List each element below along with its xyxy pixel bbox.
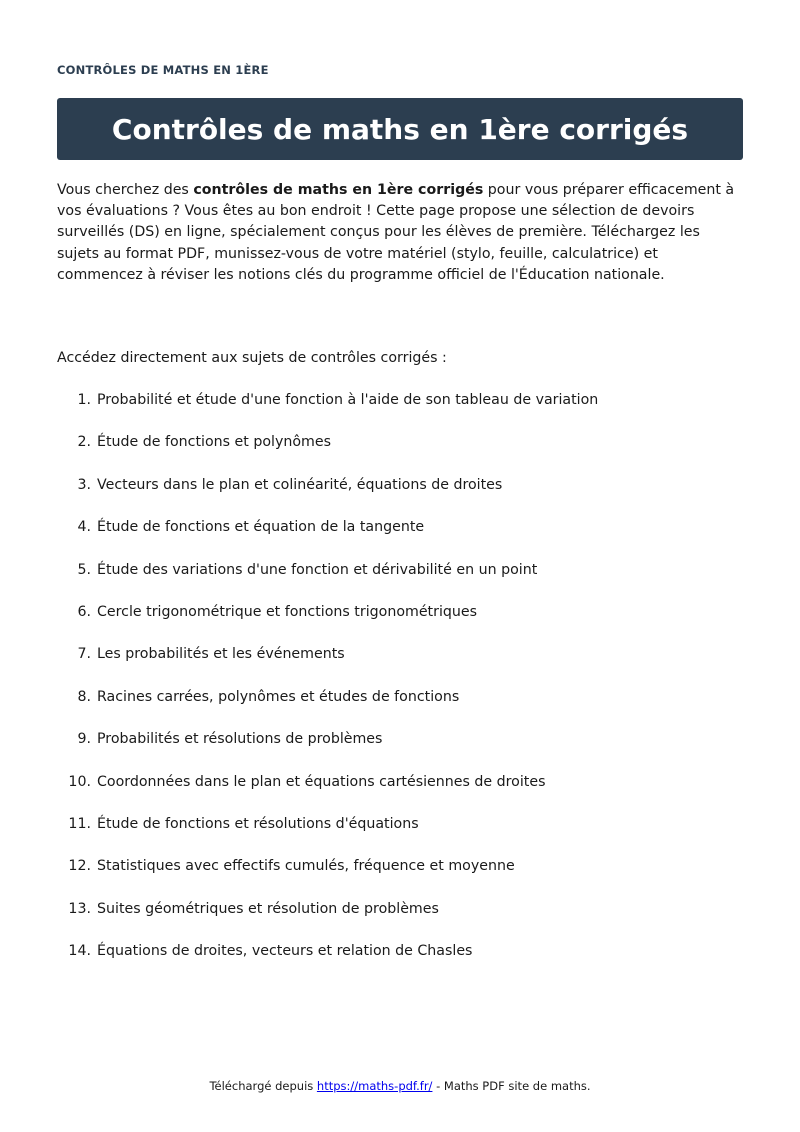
item-label[interactable]: Racines carrées, polynômes et études de fonctions: [97, 688, 460, 705]
item-label[interactable]: Équations de droites, vecteurs et relation de Chasles: [97, 943, 473, 960]
item-number: 3.: [77, 476, 91, 493]
footer-prefix: Téléchargé depuis: [209, 1079, 317, 1093]
item-number: 9.: [77, 731, 91, 748]
item-label[interactable]: Statistiques avec effectifs cumulés, fréquence et moyenne: [97, 858, 515, 875]
title-banner: [57, 98, 743, 160]
list-item[interactable]: [57, 434, 598, 476]
list-item[interactable]: [57, 943, 598, 985]
exam-list: [57, 392, 598, 985]
item-number: 12.: [68, 858, 91, 875]
page-kicker: CONTRÔLES DE MATHS EN 1ÈRE: [57, 63, 269, 77]
footer-suffix: - Maths PDF site de maths.: [432, 1079, 591, 1093]
item-label[interactable]: Probabilité et étude d'une fonction à l'aide de son tableau de variation: [97, 392, 599, 408]
list-item[interactable]: [57, 519, 598, 561]
page-footer: [0, 1079, 800, 1093]
item-label[interactable]: Étude de fonctions et polynômes: [97, 434, 331, 451]
intro-text-start: Vous cherchez des: [57, 182, 194, 198]
item-number: 6.: [77, 603, 91, 620]
item-label[interactable]: Cercle trigonométrique et fonctions trigonométriques: [97, 603, 478, 620]
intro-paragraph: [57, 180, 745, 286]
footer-link[interactable]: https://maths-pdf.fr/: [316, 1079, 433, 1093]
item-label[interactable]: Probabilités et résolutions de problèmes: [97, 731, 383, 748]
item-number: 2.: [77, 434, 91, 451]
item-number: 4.: [77, 519, 91, 536]
item-number: 13.: [68, 900, 91, 917]
list-item[interactable]: [57, 689, 598, 731]
list-lead-text: Accédez directement aux sujets de contrôles corrigés :: [57, 350, 447, 366]
list-item[interactable]: [57, 731, 598, 773]
list-item[interactable]: [57, 816, 598, 858]
item-number: 5.: [77, 561, 91, 578]
list-item[interactable]: [57, 858, 598, 900]
item-label[interactable]: Étude des variations d'une fonction et dérivabilité en un point: [97, 561, 538, 578]
item-label[interactable]: Étude de fonctions et résolutions d'équations: [97, 815, 419, 832]
item-number: 8.: [77, 688, 91, 705]
item-label[interactable]: Les probabilités et les événements: [97, 646, 345, 663]
list-item[interactable]: [57, 901, 598, 943]
intro-text-end: pour vous préparer efficacement à vos évaluations ? Vous êtes au bon endroit ! Cette page propose une sélection de devoirs surveillés (DS) en ligne, spécialement conçus pour les élèves de première. Téléchargez les sujets au format PDF, munissez-vous de votre matériel (stylo, feuille, calculatrice) et commencez à réviser les notions clés du programme officiel de l'Éducation nationale.: [57, 182, 735, 283]
item-number: 14.: [68, 943, 91, 960]
item-number: 1.: [77, 392, 91, 408]
list-item[interactable]: [57, 774, 598, 816]
item-label[interactable]: Étude de fonctions et équation de la tangente: [97, 519, 425, 536]
list-item[interactable]: [57, 392, 598, 434]
item-number: 11.: [68, 815, 91, 832]
item-number: 10.: [68, 773, 91, 790]
item-label[interactable]: Coordonnées dans le plan et équations cartésiennes de droites: [97, 773, 546, 790]
item-label[interactable]: Suites géométriques et résolution de problèmes: [97, 900, 439, 917]
list-item[interactable]: [57, 562, 598, 604]
item-number: 7.: [77, 646, 91, 663]
list-item[interactable]: [57, 604, 598, 646]
intro-bold-text: contrôles de maths en 1ère corrigés: [193, 182, 484, 198]
list-item[interactable]: [57, 646, 598, 688]
list-item[interactable]: [57, 477, 598, 519]
item-label[interactable]: Vecteurs dans le plan et colinéarité, équations de droites: [97, 476, 503, 493]
page-title: Contrôles de maths en 1ère corrigés: [111, 112, 689, 146]
